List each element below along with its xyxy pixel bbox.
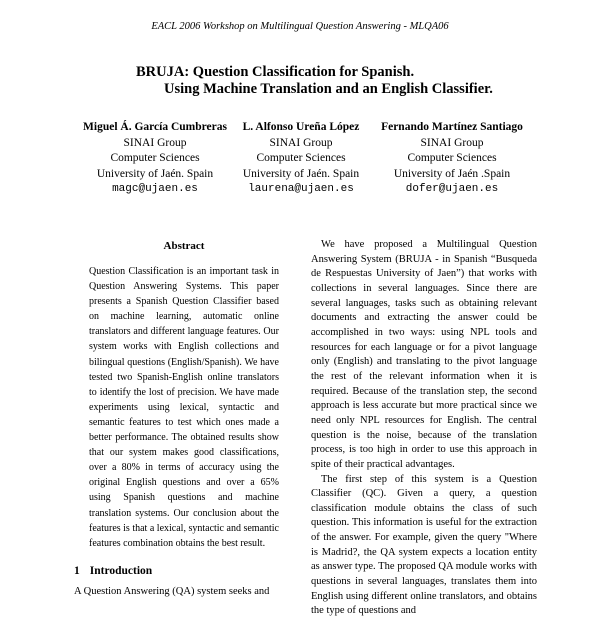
author-name: Miguel Á. García Cumbreras: [74, 120, 236, 136]
author-name: L. Alfonso Ureña López: [236, 120, 366, 136]
body-paragraph-2: The first step of this system is a Question Classifier (QC). Given a query, a question classification module obtains the class of such question. This information is useful for the extraction of the answer. For example, given the query "Where is Madrid?, the QA system expects a location entity as answer type. The proposed QA module works with questions in several languages, translates them into English using different online translators, and obtains the type of questions and: [311, 473, 537, 619]
section-heading: [74, 565, 152, 577]
author-email: laurena@ujaen.es: [236, 182, 366, 198]
workshop-header: EACL 2006 Workshop on Multilingual Question Answering - MLQA06: [0, 21, 600, 32]
author-group: SINAI Group: [372, 136, 532, 152]
author-dept: Computer Sciences: [372, 151, 532, 167]
author-group: SINAI Group: [236, 136, 366, 152]
author-email: magc@ujaen.es: [74, 182, 236, 198]
section-title: Introduction: [90, 565, 152, 577]
author-block-3: [372, 120, 532, 198]
author-univ: University of Jaén. Spain: [74, 167, 236, 183]
author-block-2: [236, 120, 366, 198]
author-name: Fernando Martínez Santiago: [372, 120, 532, 136]
author-group: SINAI Group: [74, 136, 236, 152]
author-dept: Computer Sciences: [236, 151, 366, 167]
abstract-text: Question Classification is an important task in Question Answering Systems. This paper presents a Spanish Question Classifier based on machine learning, automatic online translators and different language features. Our system works with English collections and bilingual questions (English/Spanish). We have tested two Spanish-English online translators to identify the lost of precision. We have made experiments using lexical, syntactic and semantic features to test which ones made a better performance. The obtained results show that our system makes good classifications, over a 80% in terms of accuracy using the original English questions and over a 65% using Spanish questions and machine translation systems. Our conclusion about the features is that a lexical, syntactic and semantic features combination obtains the best result.: [89, 264, 279, 551]
section-number: 1: [74, 565, 80, 577]
title-line-1: BRUJA: Question Classification for Spanish.: [136, 64, 414, 81]
right-column: [311, 238, 537, 619]
abstract-heading: Abstract: [74, 240, 294, 252]
author-dept: Computer Sciences: [74, 151, 236, 167]
author-email: dofer@ujaen.es: [372, 182, 532, 198]
title-line-2: Using Machine Translation and an English Classifier.: [164, 81, 493, 98]
introduction-text: A Question Answering (QA) system seeks and: [74, 584, 300, 599]
author-block-1: [74, 120, 236, 198]
author-univ: University of Jaén .Spain: [372, 167, 532, 183]
author-univ: University of Jaén. Spain: [236, 167, 366, 183]
body-paragraph-1: We have proposed a Multilingual Question Answering System (BRUJA - in Spanish “Busqueda de Respuestas University of Jaen”) that works with collections in several languages. Since there are several languages, tasks such as obtaining relevant documents and extracting the answer could be accomplished in two ways: using NPL tools and resources for each language or for a pivot language only (English) and translating to the pivot language the rest of the relevant information when it is required. Because of the translation step, the second approach is less accurate but more practical since we need only NPL resources for English. The central question is the noise, because of the translation process, is too high in order to use this approach in spite of their practical advantages.: [311, 238, 537, 473]
